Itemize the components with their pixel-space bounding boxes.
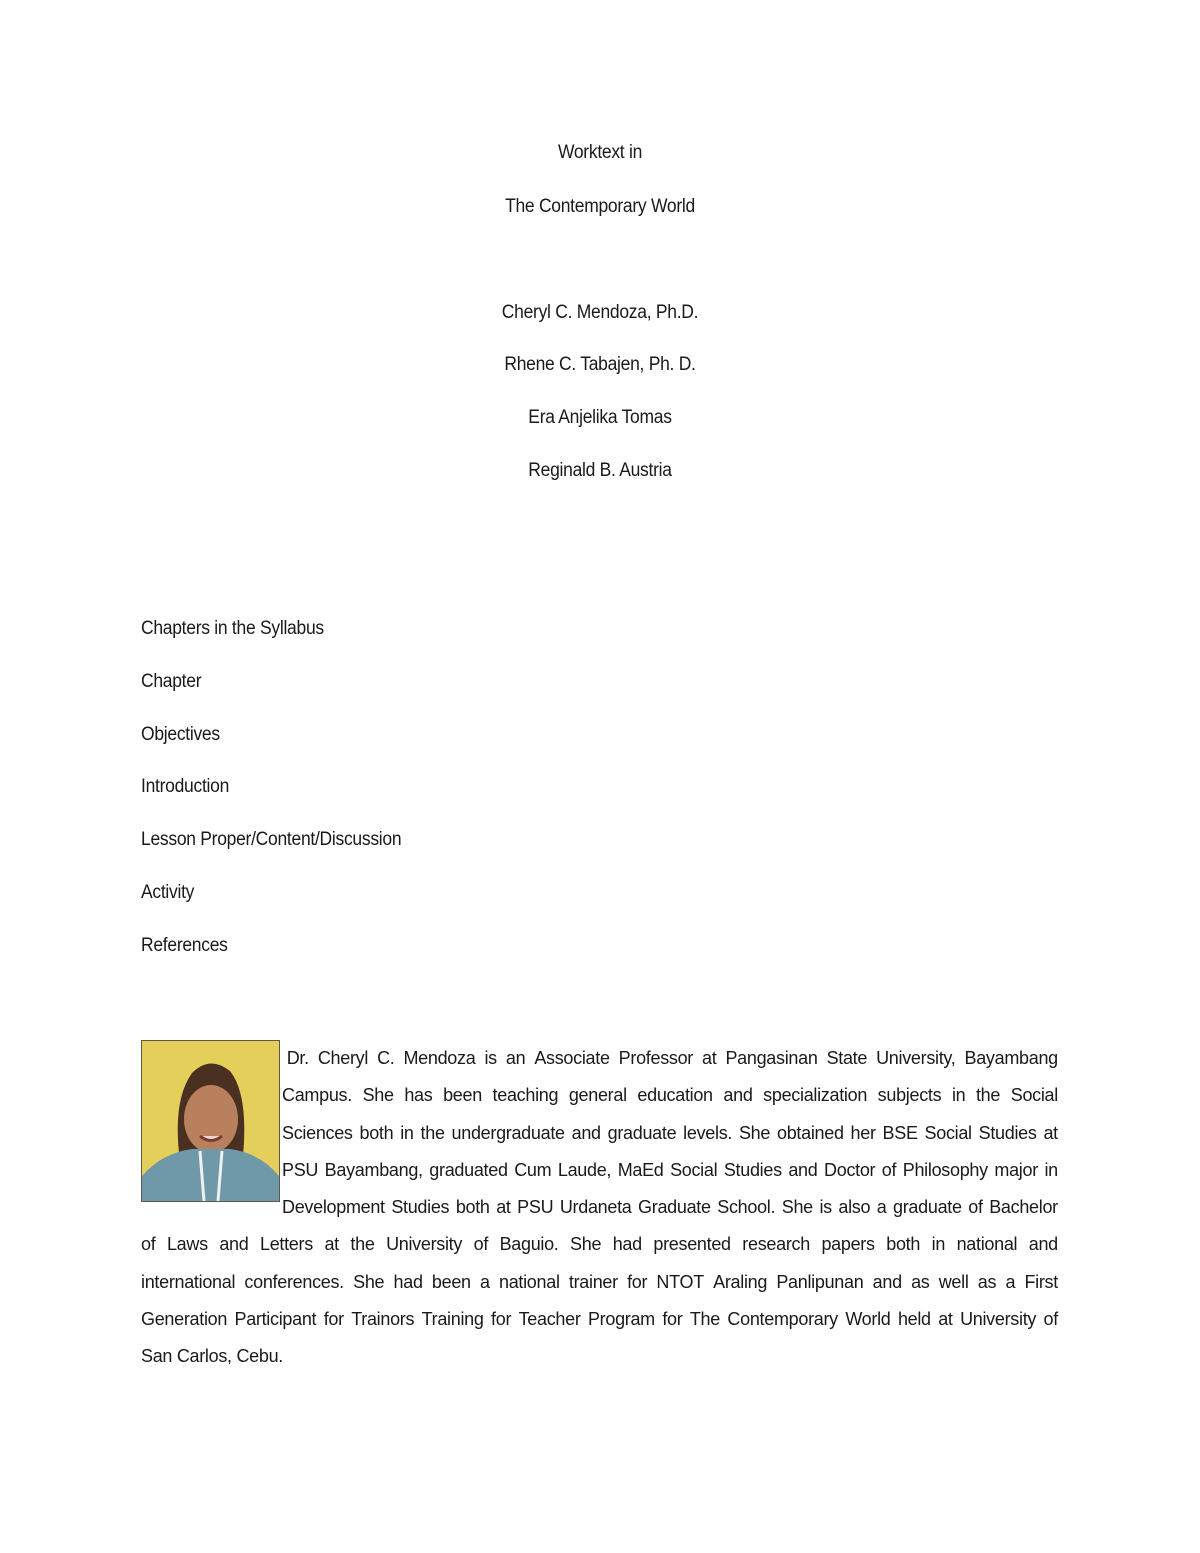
author-bio xyxy=(141,1040,1058,1376)
author-photo xyxy=(141,1040,280,1202)
syllabus-item-chapter: Chapter xyxy=(141,671,202,692)
author-2: Rhene C. Tabajen, Ph. D. xyxy=(504,354,696,375)
author-1: Cheryl C. Mendoza, Ph.D. xyxy=(501,302,699,323)
syllabus-heading: Chapters in the Syllabus xyxy=(141,618,324,639)
bio-line-8: Generation Participant for Trainors Training for Teacher Program for The Contemporary World held at University of xyxy=(141,1309,1058,1330)
portrait-image xyxy=(142,1041,279,1201)
bio-line-6: of Laws and Letters at the University of Baguio. She had presented research papers both in national and xyxy=(141,1234,1058,1255)
worktext-title-line2: The Contemporary World xyxy=(505,196,695,217)
syllabus-item-activity: Activity xyxy=(141,882,195,903)
bio-line-5: Development Studies both at PSU Urdaneta Graduate School. She is also a graduate of Bachelor xyxy=(282,1197,1058,1218)
bio-line-9: San Carlos, Cebu. xyxy=(141,1346,283,1367)
bio-line-7: international conferences. She had been a national trainer for NTOT Araling Panlipunan and as well as a First xyxy=(141,1271,1058,1292)
syllabus-item-references: References xyxy=(141,935,228,956)
syllabus-item-introduction: Introduction xyxy=(141,776,230,797)
worktext-title-line1: Worktext in xyxy=(557,142,643,163)
bio-line-3: Sciences both in the undergraduate and graduate levels. She obtained her BSE Social Studies at xyxy=(282,1122,1058,1143)
syllabus-item-objectives: Objectives xyxy=(141,724,220,745)
bio-line-4: PSU Bayambang, graduated Cum Laude, MaEd Social Studies and Doctor of Philosophy major in xyxy=(282,1159,1058,1180)
author-4: Reginald B. Austria xyxy=(528,460,672,481)
bio-line-2: Campus. She has been teaching general education and specialization subjects in the Social xyxy=(282,1085,1058,1106)
author-3: Era Anjelika Tomas xyxy=(528,407,672,428)
bio-line-1: Dr. Cheryl C. Mendoza is an Associate Professor at Pangasinan State University, Bayambang xyxy=(282,1048,1058,1068)
syllabus-item-lesson-proper: Lesson Proper/Content/Discussion xyxy=(141,829,402,850)
